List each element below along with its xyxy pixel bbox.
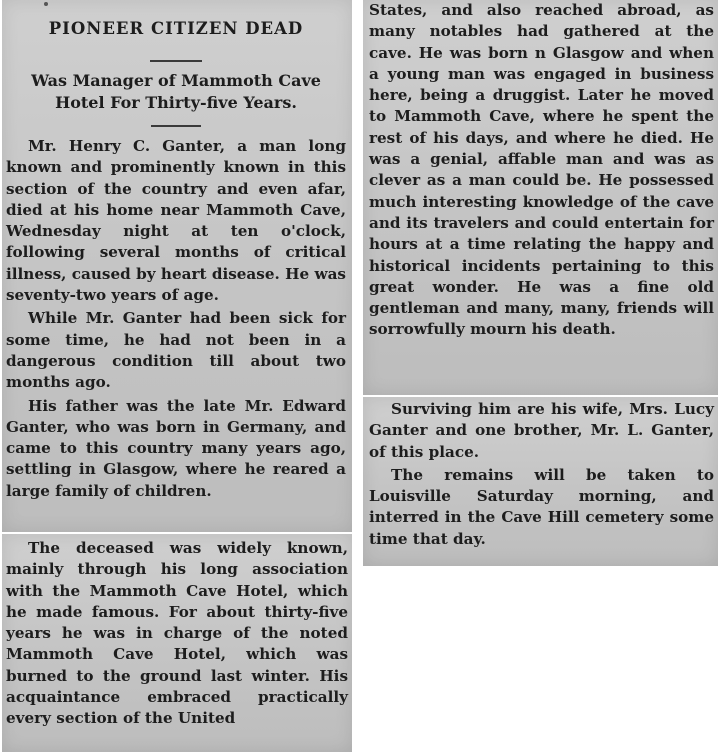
subheadline-line-2: Hotel For Thirty-five Years. <box>55 93 297 112</box>
paragraph-4: The deceased was widely known, mainly through his long association with the Mammoth Cave Hotel, which he made famous. For about thirty-five years he was in charge of the noted Mammoth Cave Hotel, which was burned to the ground last winter. His acquaintance embraced practically every section of the United <box>6 539 348 728</box>
clipping-4 <box>363 397 718 566</box>
paragraph-2: While Mr. Ganter had been sick for some time, he had not been in a dangerous condition till about two months ago. <box>6 309 346 392</box>
paragraph-1: Mr. Henry C. Ganter, a man long known and prominently known in this section of the country and even afar, died at his home near Mammoth Cave, Wednesday night at ten o'clock, following several months of critical illness, caused by heart disease. He was seventy-two years of age. <box>6 137 346 305</box>
headline: PIONEER CITIZEN DEAD <box>48 19 304 38</box>
print-speck <box>44 2 48 6</box>
clipping-1 <box>2 0 352 532</box>
paragraph-5: States, and also reached abroad, as many notables had gathered at the cave. He was born n Glasgow and when a young man was engaged in business here, being a druggist. Later he moved to Mammoth Cave, where he spent the rest of his days, and where he died. He was a genial, affable man and was as clever as a man could be. He possessed much interesting knowledge of the cave and its travelers and could entertain for hours at a time relating the happy and historical incidents pertaining to this great wonder. He was a fine old gentleman and many, many, friends will sorrowfully mourn his death. <box>369 1 714 339</box>
subheadline-line-1: Was Manager of Mammoth Cave <box>31 71 321 90</box>
paragraph-7: The remains will be taken to Louisville Saturday morning, and interred in the Cave Hill cemetery some time that day. <box>369 465 714 548</box>
paragraph-3: His father was the late Mr. Edward Ganter, who was born in Germany, and came to this country many years ago, settling in Glasgow, where he reared a large family of children. <box>6 396 346 500</box>
clipping-2 <box>2 534 352 752</box>
paragraph-6: Surviving him are his wife, Mrs. Lucy Ganter and one brother, Mr. L. Ganter, of this place. <box>369 400 714 461</box>
clipping-3 <box>363 0 718 395</box>
